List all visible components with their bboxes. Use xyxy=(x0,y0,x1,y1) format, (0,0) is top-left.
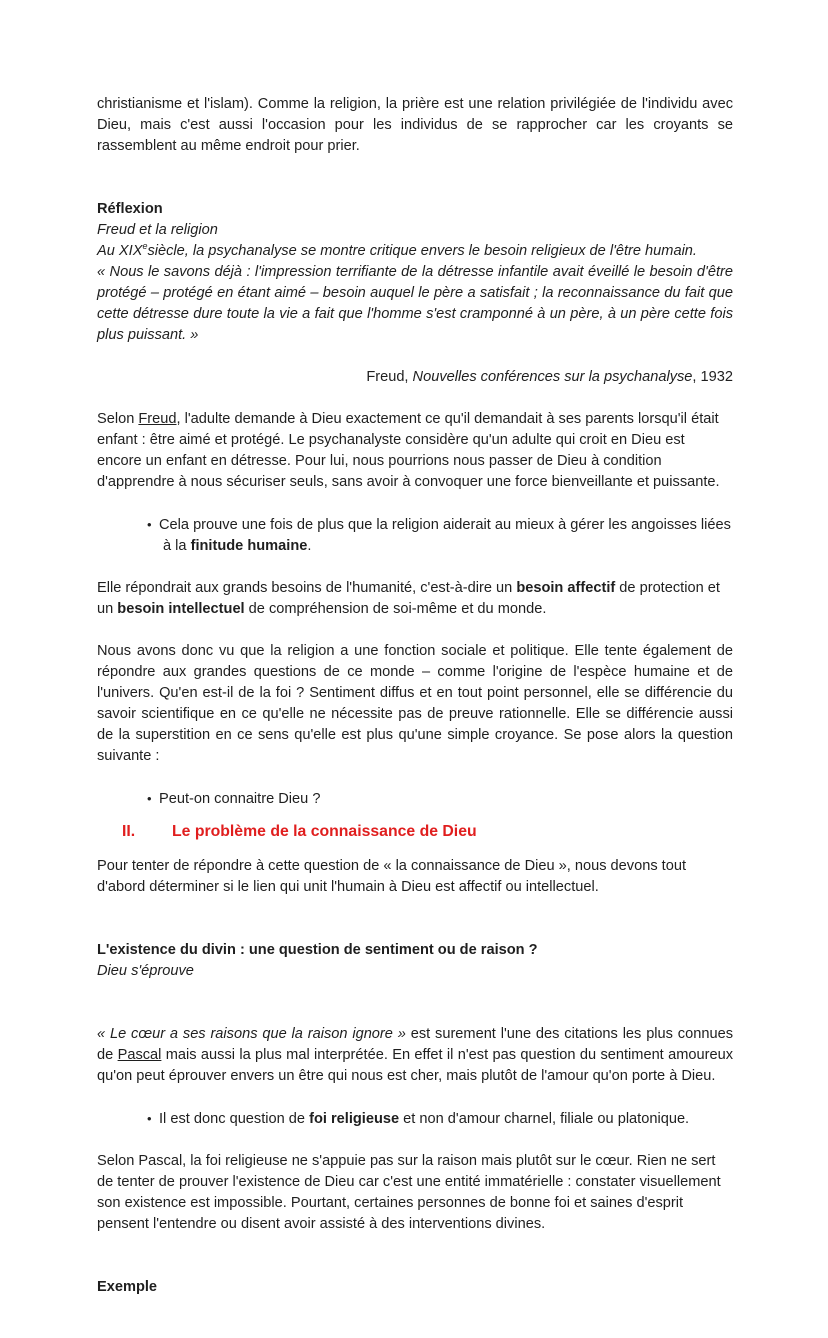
text-segment: Selon xyxy=(97,411,139,427)
text-segment: Nouvelles conférences sur la psychanalyse xyxy=(412,369,693,385)
blank-line xyxy=(97,388,733,409)
text-segment: « Le cœur a ses raisons que la raison ignore » xyxy=(97,1026,406,1042)
text-segment: Peut-on connaitre Dieu ? xyxy=(159,791,321,807)
bullet-marker: • xyxy=(147,1111,152,1126)
bullet-marker: • xyxy=(147,517,152,532)
text-segment: Freud et la religion xyxy=(97,222,218,238)
text-segment: « Nous le savons déjà : l'impression terrifiante de la détresse infantile avait éveillé le besoin d'être protégé – protégé en étant aimé – besoin auquel le père a satisfait ; la reconnaissance du fait que cette détresse dure toute la vie a fait que l'homme s'est cramponné à un père, à un père cette fois plus puissant. » xyxy=(97,264,733,343)
blank-line xyxy=(97,157,733,199)
text-segment: foi religieuse xyxy=(309,1111,400,1127)
bullet-marker: • xyxy=(147,791,152,806)
text-segment: Freud, xyxy=(366,369,413,385)
paragraph xyxy=(97,578,733,620)
blank-line xyxy=(97,898,733,940)
bullet-item xyxy=(97,1108,733,1130)
text-segment: Pascal xyxy=(117,1047,162,1063)
text-segment: Dieu s'éprouve xyxy=(97,963,194,979)
paragraph xyxy=(97,409,733,493)
text-segment: siècle, la psychanalyse se montre critique envers le besoin religieux de l'être humain. xyxy=(147,243,697,259)
text-segment: Freud xyxy=(138,411,177,427)
paragraph xyxy=(97,94,733,157)
blank-line xyxy=(97,557,733,578)
text-segment: Au XIX xyxy=(97,243,143,259)
blank-line xyxy=(97,1130,733,1151)
text-segment: Cela prouve une fois de plus que la religion aiderait au mieux à gérer les angoisses liées à la xyxy=(159,517,731,554)
paragraph xyxy=(97,241,733,262)
document-body xyxy=(97,94,733,1298)
paragraph xyxy=(97,1151,733,1235)
text-segment: Pour tenter de répondre à cette question de « la connaissance de Dieu », nous devons tout d'abord déterminer si le lien qui unit l'humain à Dieu est affectif ou intellectuel. xyxy=(97,858,687,895)
section-heading-number: II. xyxy=(122,823,136,840)
paragraph xyxy=(97,199,733,220)
text-segment: besoin affectif xyxy=(516,580,616,596)
bullet-item xyxy=(97,788,733,810)
text-segment: de compréhension de soi-même et du monde. xyxy=(244,601,547,617)
paragraph xyxy=(97,961,733,982)
paragraph xyxy=(97,262,733,346)
blank-line xyxy=(97,767,733,788)
text-segment: de protection et un xyxy=(97,580,720,617)
text-segment: Elle répondrait aux grands besoins de l'humanité, c'est-à-dire un xyxy=(97,580,517,596)
paragraph xyxy=(97,1277,733,1298)
paragraph xyxy=(97,367,733,388)
text-segment: . xyxy=(307,538,312,554)
text-segment: finitude humaine xyxy=(190,538,308,554)
text-segment: mais aussi la plus mal interprétée. En effet il n'est pas question du sentiment amoureux qu'on peut éprouver envers un être qui nous est cher, mais plutôt de l'amour qu'on porte à Dieu. xyxy=(97,1047,733,1084)
text-segment: est surement l'une des citations les plus connues de xyxy=(97,1026,733,1063)
text-segment: Réflexion xyxy=(97,201,163,217)
text-segment: et non d'amour charnel, filiale ou platonique. xyxy=(399,1111,690,1127)
text-segment: besoin intellectuel xyxy=(117,601,245,617)
text-segment: christianisme et l'islam). Comme la religion, la prière est une relation privilégiée de l'individu avec Dieu, mais c'est aussi l'occasion pour les individus de se rapprocher car les croyants se rassemblent au même endroit pour prier. xyxy=(97,96,733,154)
text-segment: e xyxy=(142,241,148,252)
paragraph xyxy=(97,1024,733,1087)
blank-line xyxy=(97,982,733,1024)
text-segment: Exemple xyxy=(97,1279,158,1295)
paragraph xyxy=(97,220,733,241)
blank-line xyxy=(97,1087,733,1108)
blank-line xyxy=(97,346,733,367)
text-segment: , 1932 xyxy=(692,369,733,385)
blank-line xyxy=(97,493,733,514)
blank-line xyxy=(97,1235,733,1277)
paragraph xyxy=(97,641,733,767)
bullet-item xyxy=(97,514,733,557)
text-segment: Selon Pascal, la foi religieuse ne s'appuie pas sur la raison mais plutôt sur le cœur. Rien ne sert de tenter de prouver l'existence de Dieu car c'est une entité immatérielle : constater visuellement son existence est impossible. Pourtant, certaines personnes de bonne foi et saines d'esprit pensent l'entendre ou disent avoir assisté à des interventions divines. xyxy=(97,1153,721,1232)
paragraph xyxy=(97,940,733,961)
text-segment: Nous avons donc vu que la religion a une fonction sociale et politique. Elle tente également de répondre aux grandes questions de ce monde – comme l'origine de l'espèce humaine et de l'univers. Qu'en est-il de la foi ? Sentiment diffus et en tout point personnel, elle se différencie du savoir scientifique en ce qu'elle ne nécessite pas de preuve rationnelle. Elle se différencie aussi de la superstition en ce sens qu'elle est plus qu'une simple croyance. Se pose alors la question suivante : xyxy=(97,643,733,764)
blank-line xyxy=(97,620,733,641)
text-segment: , l'adulte demande à Dieu exactement ce qu'il demandait à ses parents lorsqu'il était enfant : être aimé et protégé. Le psychanalyste considère qu'un adulte qui croit en Dieu est encore un enfant en détresse. Pour lui, nous pourrions nous passer de Dieu à condition d'apprendre à nous sécuriser seuls, sans avoir à convoquer une force bienveillante et puissante. xyxy=(97,411,720,490)
paragraph xyxy=(97,856,733,898)
section-heading-text: Le problème de la connaissance de Dieu xyxy=(172,823,477,840)
section-heading xyxy=(122,820,733,844)
text-segment: L'existence du divin : une question de sentiment ou de raison ? xyxy=(97,942,538,958)
text-segment: Il est donc question de xyxy=(159,1111,310,1127)
